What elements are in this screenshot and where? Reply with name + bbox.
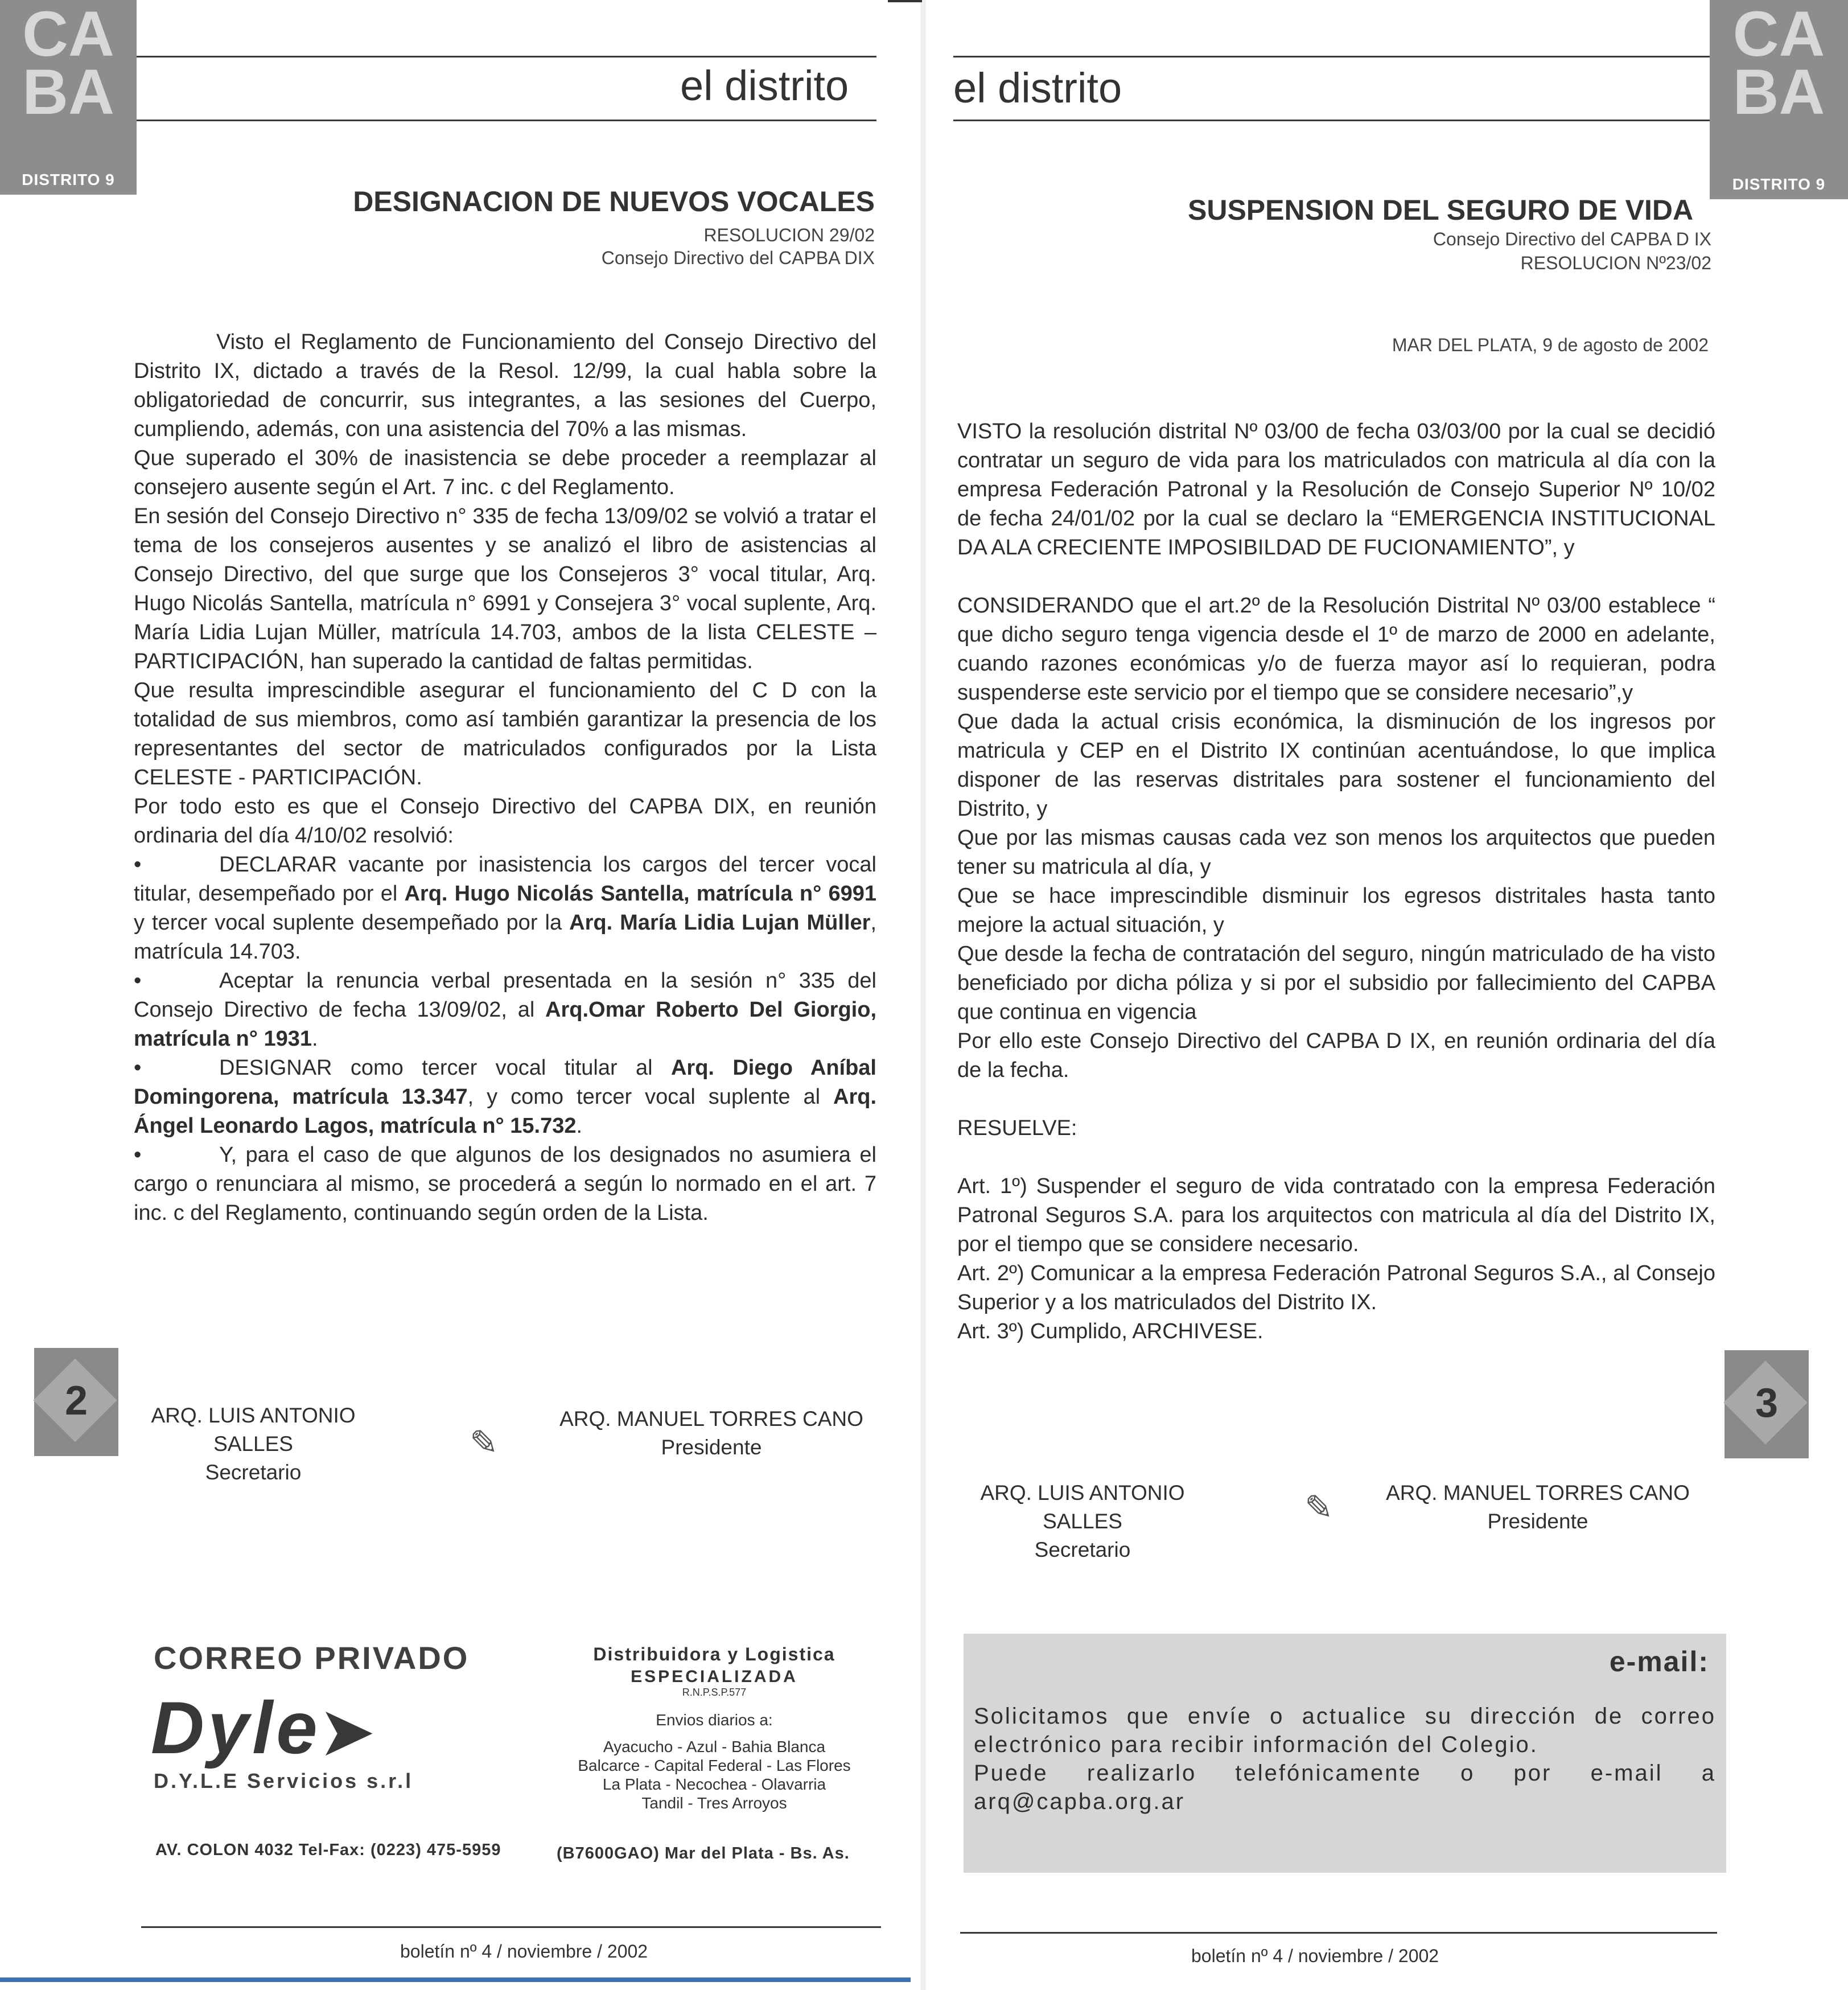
bullet-item: • Aceptar la renuncia verbal presentada en la sesión n° 335 del Consejo Directivo de fecha 13/09/02, al Arq.Omar Roberto Del Giorgio, matrícula n° 1931. — [134, 967, 876, 1054]
logo-line-2: BA — [22, 56, 114, 128]
email-title: e-mail: — [1609, 1646, 1709, 1677]
bullet-icon: • — [134, 969, 142, 993]
email-paragraph: Solicitamos que envíe o actualice su dirección de correo electrónico para recibir información del Colegio. — [974, 1704, 1716, 1757]
ad-dist-line: ESPECIALIZADA — [631, 1667, 798, 1686]
left-page — [0, 0, 922, 1990]
bullet-icon: • — [134, 853, 142, 877]
article-subtitle-council: Consejo Directivo del CAPBA D IX — [1433, 229, 1711, 249]
ad-address: AV. COLON 4032 Tel-Fax: (0223) 475-5959 — [155, 1841, 501, 1859]
scan-edge — [0, 1977, 911, 1982]
logo-line-2: BA — [1732, 56, 1825, 128]
header-rule-top — [953, 56, 1716, 57]
article-title: SUSPENSION DEL SEGURO DE VIDA — [1188, 194, 1694, 226]
right-page — [926, 0, 1848, 1990]
article-subtitle-council: Consejo Directivo del CAPBA DIX — [601, 248, 875, 268]
ad-brand-company: D.Y.L.E Servicios s.r.l — [154, 1769, 414, 1792]
resuelve-heading: RESUELVE: — [957, 1116, 1077, 1140]
ad-distribution — [555, 1644, 874, 1812]
section-header: el distrito — [953, 64, 1122, 112]
article-body — [134, 328, 876, 1228]
capba-logo — [0, 0, 137, 195]
signature-role: Presidente — [661, 1436, 762, 1459]
paragraph: Que por las mismas causas cada vez son menos los arquitectos que pueden tener su matricula al día, y — [957, 826, 1715, 879]
article-item: Art. 2º) Comunicar a la empresa Federación Patronal Seguros S.A., al Consejo Superior y a los matriculados del Distrito IX. — [957, 1261, 1715, 1314]
signature-role: Secretario — [1034, 1538, 1131, 1561]
header-rule-top — [137, 56, 876, 57]
paragraph: Por todo esto es que el Consejo Directivo del CAPBA DIX, en reunión ordinaria del día 4/10/02 resolvió: — [134, 795, 876, 848]
paragraph: Por ello este Consejo Directivo del CAPBA D IX, en reunión ordinaria del día de la fecha. — [957, 1029, 1715, 1082]
paragraph: En sesión del Consejo Directivo n° 335 de fecha 13/09/02 se volvió a tratar el tema de los consejeros ausentes y se analizó el libro de asistencias al Consejo Directivo, del que surge que los Consejeros 3° vocal titular, Arq. Hugo Nicolás Santella, matrícula n° 6991 y Consejera 3° vocal suplente, Arq. María Lidia Lujan Müller, matrícula 14.703, ambos de la lista CELESTE – PARTICIPACIÓN, han superado la cantidad de faltas permitidas. — [134, 504, 876, 673]
email-notice — [964, 1634, 1726, 1873]
footer-text: boletín nº 4 / noviembre / 2002 — [400, 1941, 648, 1962]
article-title: DESIGNACION DE NUEVOS VOCALES — [353, 186, 875, 217]
paragraph: CONSIDERANDO que el art.2º de la Resolución Distrital Nº 03/00 establece “ que dicho seguro tenga vigencia desde el 1º de marzo de 2000 en adelante, cuando razones económicas y/o de fuerza mayor así lo requieran, podra suspenderse este servicio por el tiempo que se considere necesario”,y — [957, 594, 1715, 705]
signature-role: Presidente — [1487, 1510, 1588, 1533]
signature-name: ARQ. LUIS ANTONIO SALLES — [151, 1404, 356, 1456]
capba-mark-icon: ✎ — [1304, 1489, 1333, 1527]
ad-registration: R.N.P.S.P.577 — [682, 1687, 747, 1698]
footer-rule — [960, 1932, 1717, 1934]
paragraph: Que superado el 30% de inasistencia se debe proceder a reemplazar al consejero ausente según el Art. 7 inc. c del Reglamento. — [134, 446, 876, 499]
ad-cities: La Plata - Necochea - Olavarria — [602, 1775, 826, 1793]
paragraph: Visto el Reglamento de Funcionamiento del Consejo Directivo del Distrito IX, dictado a través de la Resol. 12/99, la cual habla sobre la obligatoriedad de concurrir, sus integrantes, a las sesiones del Cuerpo, cumpliendo, además, con una asistencia del 70% a las mismas. — [134, 330, 876, 441]
signature-name: ARQ. LUIS ANTONIO SALLES — [980, 1481, 1185, 1533]
logo-district: DISTRITO 9 — [1732, 175, 1826, 193]
signature-secretary — [957, 1479, 1208, 1564]
paragraph: Que dada la actual crisis económica, la disminución de los ingresos por matricula y CEP en el Distrito IX continúan acentuándose, lo que implica disponer de las reservas distritales para sostener el funcionamiento del Distrito, y — [957, 710, 1715, 821]
article-date: MAR DEL PLATA, 9 de agosto de 2002 — [1392, 335, 1709, 355]
ad-cities: Ayacucho - Azul - Bahia Blanca — [603, 1738, 826, 1755]
header-rule-bottom — [137, 120, 876, 121]
bullet-item: • DESIGNAR como tercer vocal titular al Arq. Diego Aníbal Domingorena, matrícula 13.347, y como tercer vocal suplente al Arq. Ángel Leonardo Lagos, matrícula n° 15.732. — [134, 1054, 876, 1141]
ad-cities: Tandil - Tres Arroyos — [641, 1794, 787, 1812]
footer-text: boletín nº 4 / noviembre / 2002 — [1191, 1946, 1439, 1966]
article-subtitle: RESOLUCION 29/02 — [703, 225, 875, 245]
signature-president — [1376, 1479, 1700, 1536]
footer-rule — [141, 1926, 881, 1928]
capba-logo — [1710, 0, 1848, 199]
arrow-icon: ➤ — [320, 1697, 377, 1767]
ad-cities: Balcarce - Capital Federal - Las Flores — [578, 1757, 851, 1774]
paragraph: Que desde la fecha de contratación del seguro, ningún matriculado de ha visto beneficiado por dicha póliza y si por el subsidio por fallecimiento del CAPBA que continua en vigencia — [957, 942, 1715, 1024]
header-rule-bottom — [953, 120, 1716, 121]
capba-mark-icon: ✎ — [470, 1424, 499, 1462]
email-paragraph: Puede realizarlo telefónicamente o por e-mail a arq@capba.org.ar — [974, 1761, 1716, 1814]
email-text — [974, 1702, 1716, 1816]
signature-name: ARQ. MANUEL TORRES CANO — [559, 1407, 863, 1430]
signature-role: Secretario — [205, 1461, 302, 1484]
bullet-item: • Y, para el caso de que algunos de los designados no asumiera el cargo o renunciara al mismo, se procederá a según lo normado en el art. 7 inc. c del Reglamento, continuando según orden de la Lista. — [134, 1141, 876, 1228]
logo-district: DISTRITO 9 — [22, 171, 115, 188]
bullet-icon: • — [134, 1056, 142, 1080]
bullet-icon: • — [134, 1143, 142, 1167]
logo-line-1: CA — [1732, 0, 1825, 69]
ad-dist-line: Distribuidora y Logistica — [593, 1644, 835, 1664]
page-number: 2 — [64, 1378, 88, 1424]
ad-envios: Envios diarios a: — [656, 1711, 773, 1729]
signature-name: ARQ. MANUEL TORRES CANO — [1386, 1481, 1690, 1504]
logo-line-1: CA — [22, 0, 114, 69]
ad-brand-logo: Dyle➤ — [151, 1686, 377, 1769]
bullet-item: • DECLARAR vacante por inasistencia los cargos del tercer vocal titular, desempeñado por el Arq. Hugo Nicolás Santella, matrícula n° 6991 y tercer vocal suplente desempeñado por la Arq. María Lidia Lujan Müller, matrícula 14.703. — [134, 850, 876, 967]
signature-president — [552, 1405, 871, 1462]
article-subtitle: RESOLUCION Nº23/02 — [1520, 253, 1711, 273]
article-body — [957, 417, 1715, 1346]
page-number-badge — [34, 1348, 118, 1456]
signature-secretary — [134, 1401, 373, 1487]
ad-postal: (B7600GAO) Mar del Plata - Bs. As. — [557, 1844, 850, 1862]
paragraph: VISTO la resolución distrital Nº 03/00 de fecha 03/03/00 por la cual se decidió contratar un seguro de vida para los matriculados con matricula al día con la empresa Federación Patronal y la Resolución de Consejo Superior Nº 10/02 de fecha 24/01/02 por la cual se declaro la “EMERGENCIA INSTITUCIONAL DA ALA CRECIENTE IMPOSIBILDAD DE FUCIONAMIENTO”, y — [957, 420, 1715, 560]
paragraph: Que resulta imprescindible asegurar el funcionamiento del C D con la totalidad de sus miembros, como así también garantizar la presencia de los representantes del sector de matriculados configurados por la Lista CELESTE - PARTICIPACIÓN. — [134, 679, 876, 790]
paragraph: Que se hace imprescindible disminuir los egresos distritales hasta tanto mejore la actual situación, y — [957, 884, 1715, 937]
page-number-badge — [1724, 1350, 1809, 1458]
section-header: el distrito — [680, 62, 849, 109]
ad-title: CORREO PRIVADO — [154, 1640, 470, 1676]
article-item: Art. 3º) Cumplido, ARCHIVESE. — [957, 1319, 1263, 1343]
page-number: 3 — [1755, 1380, 1779, 1426]
article-item: Art. 1º) Suspender el seguro de vida contratado con la empresa Federación Patronal Seguros S.A. para los arquitectos con matricula al día del Distrito IX, por el tiempo que se considere necesario. — [957, 1174, 1715, 1256]
